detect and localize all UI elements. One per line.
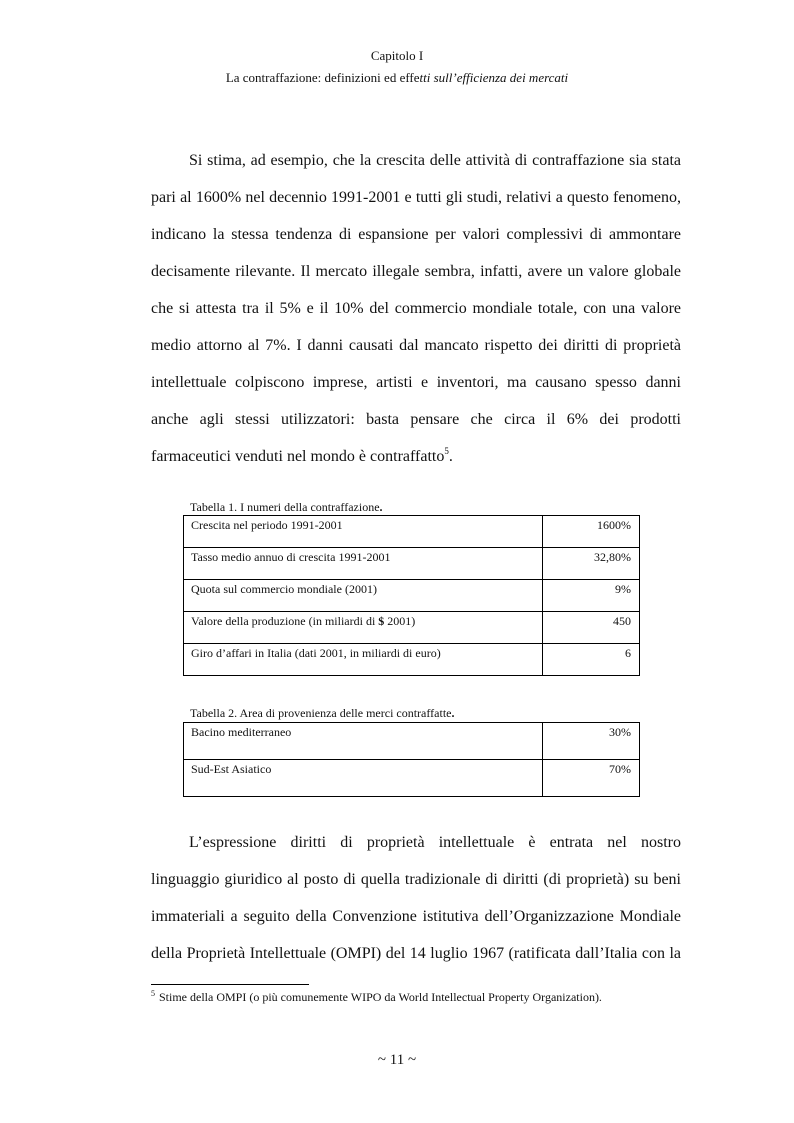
table-cell-label: Quota sul commercio mondiale (2001) xyxy=(184,580,543,612)
table-row xyxy=(184,723,640,760)
paragraph-line: L’espressione diritti di proprietà intellettuale è entrata nel nostro xyxy=(189,834,681,851)
table-cell-label: Giro d’affari in Italia (dati 2001, in miliardi di euro) xyxy=(184,644,543,676)
label-text: Valore della produzione (in miliardi di xyxy=(191,614,379,628)
table-cell-label: Bacino mediterraneo xyxy=(184,723,543,760)
chapter-subtitle-italic: tti sull’efficienza dei mercati xyxy=(419,70,569,85)
table-cell-value: 30% xyxy=(543,723,640,760)
table-2-caption-end: . xyxy=(451,706,455,720)
paragraph-line: che si attesta tra il 5% e il 10% del commercio mondiale totale, con una valore xyxy=(151,300,681,317)
paragraph-line: medio attorno al 7%. I danni causati dal mancato rispetto dei diritti di proprietà xyxy=(151,337,681,354)
paragraph-line: linguaggio giuridico al posto di quella tradizionale di diritti (di proprietà) su beni xyxy=(151,871,681,888)
table-cell-value: 32,80% xyxy=(543,548,640,580)
chapter-subtitle-plain: La contraffazione: definizioni ed effe xyxy=(225,70,420,85)
table-row xyxy=(184,580,640,612)
table-cell-label: Sud-Est Asiatico xyxy=(184,760,543,797)
paragraph-line: anche agli stessi utilizzatori: basta pensare che circa il 6% dei prodotti xyxy=(151,411,681,428)
paragraph-2 xyxy=(151,824,681,972)
table-1-caption-text: Tabella 1. I numeri della contraffazione xyxy=(190,500,380,514)
footnote-reference[interactable]: 5 xyxy=(444,446,449,456)
paragraph-last-line xyxy=(151,438,681,475)
chapter-subtitle xyxy=(0,70,794,86)
paragraph-1 xyxy=(151,142,681,475)
paragraph-end-punct: . xyxy=(448,448,453,465)
table-row xyxy=(184,548,640,580)
table-cell-value: 6 xyxy=(543,644,640,676)
currency-symbol: $ xyxy=(378,614,385,628)
table-row xyxy=(184,760,640,797)
table-cell-label: Crescita nel periodo 1991-2001 xyxy=(184,516,543,548)
table-2-caption xyxy=(190,706,454,721)
footnote-divider xyxy=(151,984,309,985)
paragraph-line: decisamente rilevante. Il mercato illegale sembra, infatti, avere un valore globale xyxy=(151,263,681,280)
table-row xyxy=(184,612,640,644)
paragraph-line: farmaceutici venduti nel mondo è contraffatto xyxy=(151,448,445,465)
table-cell-label xyxy=(184,612,543,644)
footnote-text: Stime della OMPI (o più comunemente WIPO da World Intellectual Property Organization). xyxy=(159,990,602,1004)
label-text: 2001) xyxy=(384,614,416,628)
table-cell-value: 70% xyxy=(543,760,640,797)
paragraph-line: indicano la stessa tendenza di espansione per valori complessivi di ammontare xyxy=(151,226,681,243)
chapter-label: Capitolo I xyxy=(370,48,424,63)
table-row xyxy=(184,516,640,548)
table-1-caption-end: . xyxy=(379,500,383,514)
page-number: ~ 11 ~ xyxy=(377,1052,417,1068)
table-cell-label: Tasso medio annuo di crescita 1991-2001 xyxy=(184,548,543,580)
table-row xyxy=(184,644,640,676)
footnote xyxy=(151,990,602,1005)
paragraph-line: Si stima, ad esempio, che la crescita delle attività di contraffazione sia stata xyxy=(189,152,681,169)
table-2-caption-text: Tabella 2. Area di provenienza delle merci contraffatte xyxy=(190,706,452,720)
paragraph-line: immateriali a seguito della Convenzione istitutiva dell’Organizzazione Mondiale xyxy=(151,908,681,925)
table-1 xyxy=(183,515,640,676)
paragraph-line: intellettuale colpiscono imprese, artisti e inventori, ma causano spesso danni xyxy=(151,374,681,391)
footnote-number: 5 xyxy=(151,989,155,998)
table-2 xyxy=(183,722,640,797)
table-cell-value: 1600% xyxy=(543,516,640,548)
paragraph-line: pari al 1600% nel decennio 1991-2001 e tutti gli studi, relativi a questo fenomeno, xyxy=(151,189,681,206)
table-cell-value: 9% xyxy=(543,580,640,612)
table-cell-value: 450 xyxy=(543,612,640,644)
paragraph-line: della Proprietà Intellettuale (OMPI) del 14 luglio 1967 (ratificata dall’Italia con la xyxy=(151,945,681,962)
table-1-caption xyxy=(190,500,383,515)
